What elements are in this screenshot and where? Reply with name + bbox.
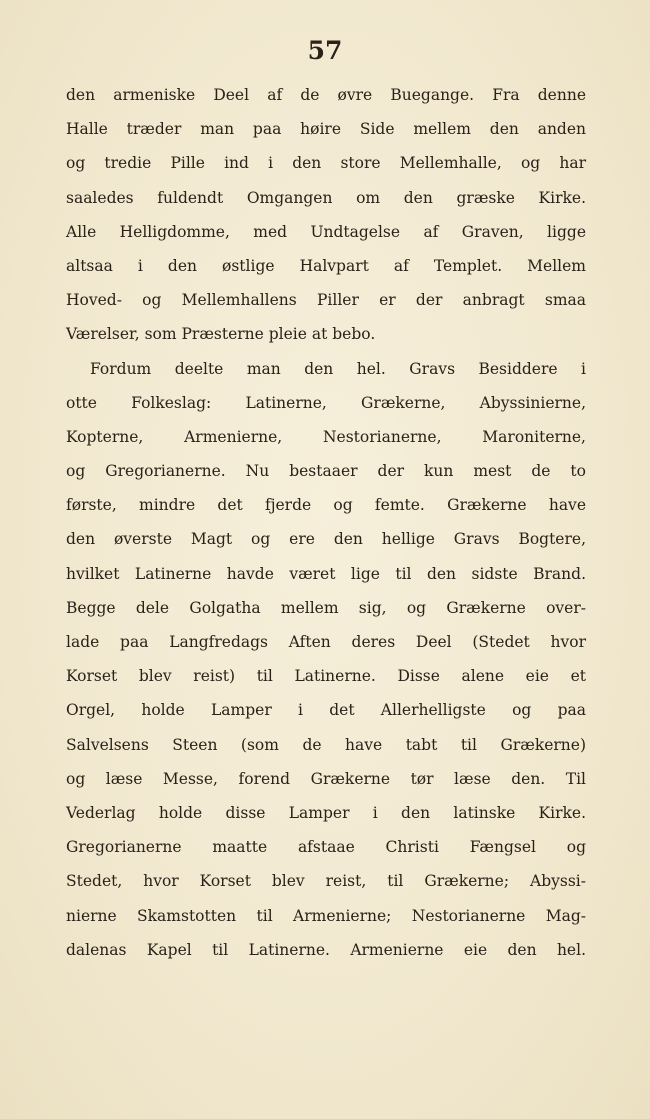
- text-line: Alle Helligdomme, med Undtagelse af Graven, ligge: [66, 222, 586, 241]
- text-line: dalenas Kapel til Latinerne. Armenierne eie den hel.: [66, 940, 586, 959]
- text-line: Begge dele Golgatha mellem sig, og Grækerne over-: [66, 598, 586, 617]
- text-line: Korset blev reist) til Latinerne. Disse alene eie et: [66, 667, 586, 686]
- text-line: Halle træder man paa høire Side mellem den anden: [66, 120, 586, 139]
- text-line: Kopterne, Armenierne, Nestorianerne, Maroniterne,: [66, 427, 586, 446]
- text-line: lade paa Langfredags Aften deres Deel (Stedet hvor: [66, 633, 586, 651]
- text-line: og tredie Pille ind i den store Mellemhalle, og har: [66, 154, 586, 173]
- text-line: saaledes fuldendt Omgangen om den græske Kirke.: [66, 188, 586, 207]
- page-number: 57: [307, 36, 343, 65]
- text-line: Salvelsens Steen (som de have tabt til Grækerne): [66, 735, 586, 754]
- text-line: Værelser, som Præsterne pleie at bebo.: [66, 325, 376, 344]
- text-line: den øverste Magt og ere den hellige Gravs Bogtere,: [66, 530, 586, 549]
- text-line: Gregorianerne maatte afstaae Christi Fængsel og: [66, 838, 586, 857]
- text-line: altsaa i den østlige Halvpart af Templet. Mellem: [66, 256, 586, 275]
- text-line: Fordum deelte man den hel. Gravs Besiddere i: [90, 359, 586, 378]
- text-line: otte Folkeslag: Latinerne, Grækerne, Abyssinierne,: [66, 393, 586, 412]
- text-line: og læse Messe, forend Grækerne tør læse den. Til: [66, 769, 586, 788]
- text-line: og Gregorianerne. Nu bestaaer der kun mest de to: [66, 462, 586, 481]
- text-line: Vederlag holde disse Lamper i den latinske Kirke.: [66, 803, 586, 822]
- text-line: første, mindre det fjerde og femte. Grækerne have: [66, 496, 586, 515]
- text-line: nierne Skamstotten til Armenierne; Nestorianerne Mag-: [66, 906, 586, 925]
- text-line: den armeniske Deel af de øvre Buegange. Fra denne: [66, 86, 586, 104]
- text-line: Hoved- og Mellemhallens Piller er der anbragt smaa: [66, 291, 586, 310]
- body-text: [66, 78, 586, 967]
- text-line: Orgel, holde Lamper i det Allerhelligste og paa: [66, 701, 586, 720]
- text-line: hvilket Latinerne havde været lige til den sidste Brand.: [66, 564, 586, 583]
- text-line: Stedet, hvor Korset blev reist, til Grækerne; Abyssi-: [66, 872, 586, 891]
